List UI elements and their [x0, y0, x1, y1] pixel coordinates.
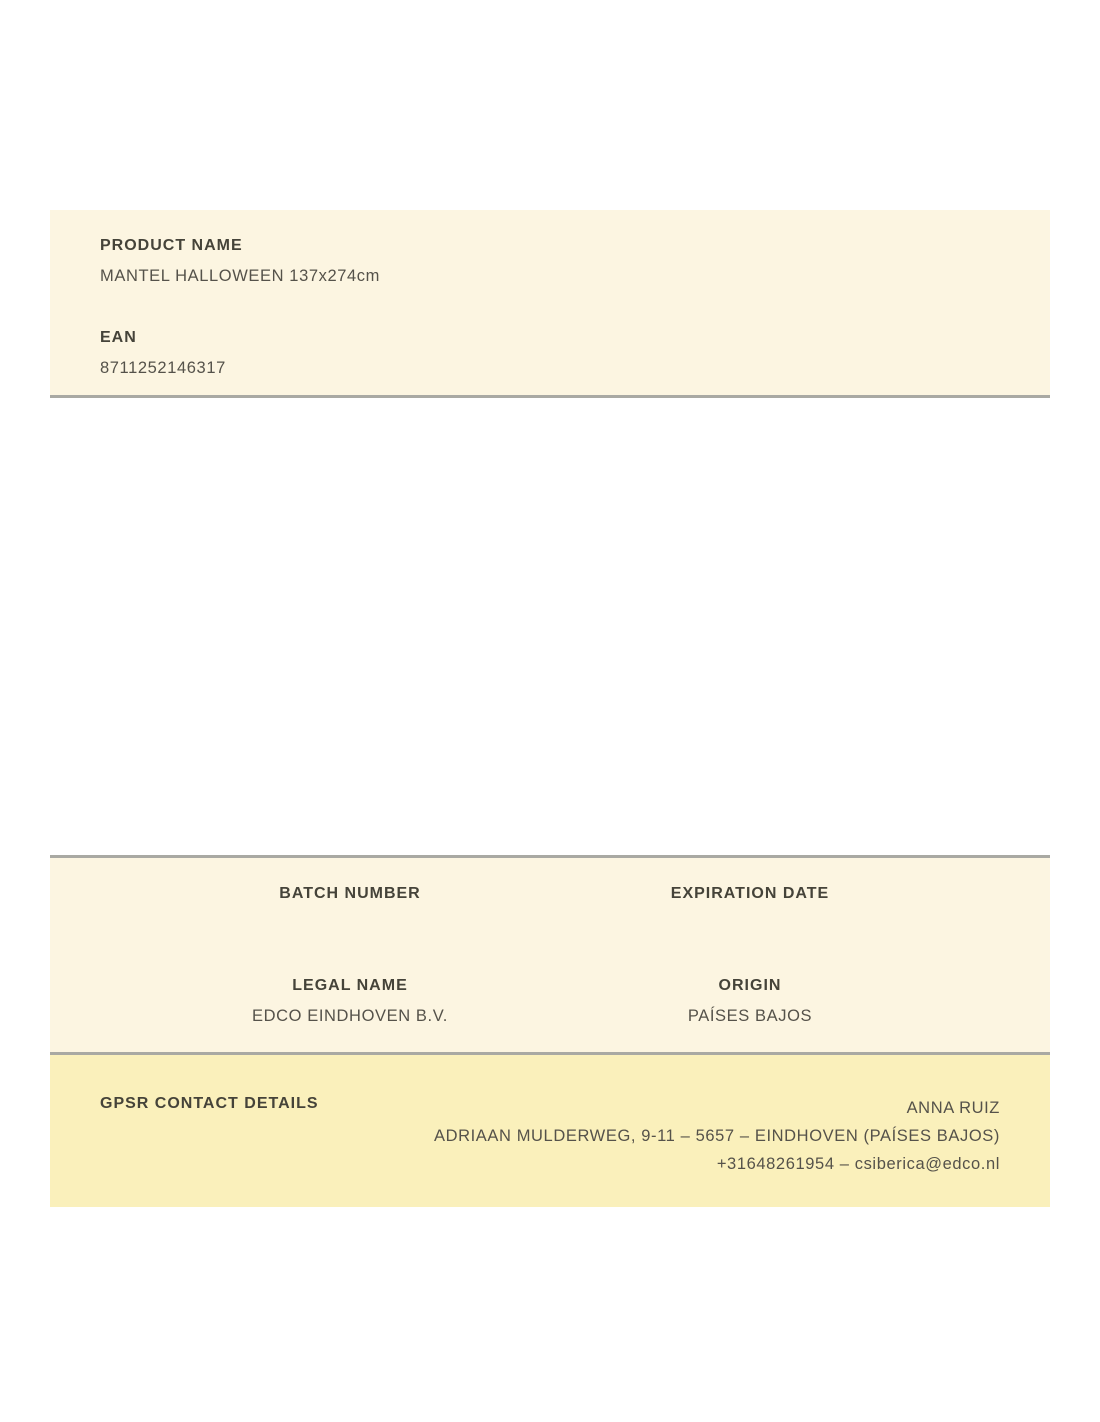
ean-field	[100, 328, 1000, 378]
legal-name-cell	[150, 976, 550, 1026]
origin-value: PAÍSES BAJOS	[687, 1007, 813, 1025]
origin-cell	[550, 976, 950, 1026]
ean-label: EAN	[100, 329, 137, 346]
gpsr-contact-block	[434, 1094, 1000, 1178]
legal-origin-row	[150, 976, 950, 1026]
product-name-field	[100, 236, 1000, 286]
product-name-value: MANTEL HALLOWEEN 137x274cm	[100, 267, 380, 285]
gpsr-section	[50, 1055, 1050, 1207]
legal-name-label: LEGAL NAME	[292, 977, 408, 994]
batch-header-row	[150, 884, 950, 904]
gpsr-contact-details-label: GPSR CONTACT DETAILS	[100, 1095, 319, 1112]
origin-label: ORIGIN	[718, 977, 782, 994]
batch-number-cell	[150, 884, 550, 904]
product-name-label: PRODUCT NAME	[100, 237, 243, 254]
expiration-date-label: EXPIRATION DATE	[670, 885, 830, 902]
legal-name-value: EDCO EINDHOVEN B.V.	[251, 1007, 448, 1025]
product-section	[50, 210, 1050, 398]
gpsr-contact-address: ADRIAAN MULDERWEG, 9-11 – 5657 – EINDHOVEN (PAÍSES BAJOS)	[433, 1127, 1000, 1145]
ean-value: 8711252146317	[100, 359, 226, 377]
gpsr-contact-phone-email: +31648261954 – csiberica@edco.nl	[716, 1155, 1000, 1173]
expiration-date-cell	[550, 884, 950, 904]
batch-row-spacer	[150, 904, 950, 976]
gpsr-contact-name: ANNA RUIZ	[906, 1099, 1000, 1117]
batch-section	[50, 855, 1050, 1055]
batch-number-label: BATCH NUMBER	[279, 885, 421, 902]
